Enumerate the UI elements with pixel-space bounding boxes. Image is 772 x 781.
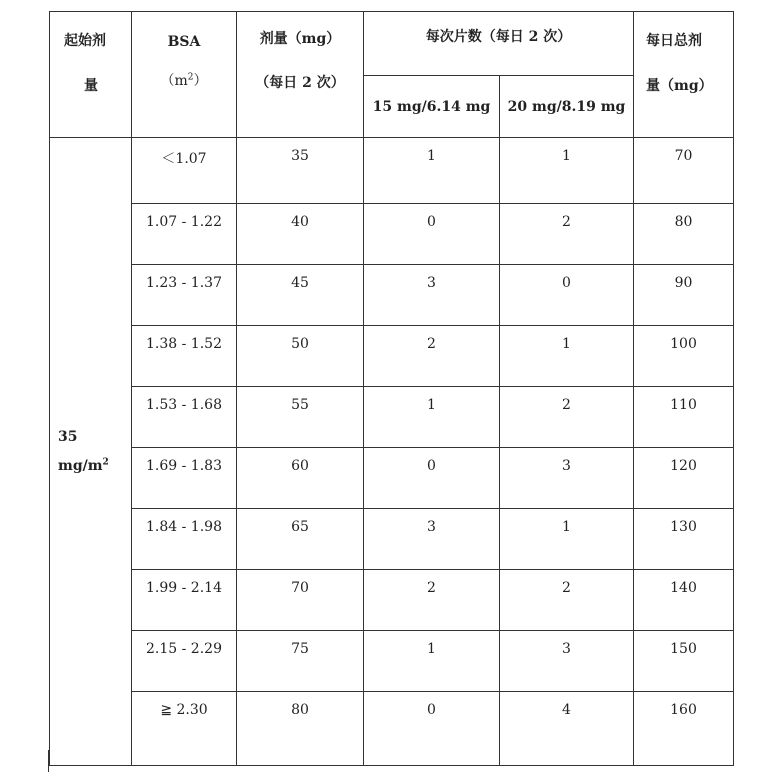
tablets-15-cell: 1 <box>364 631 500 692</box>
table-row <box>50 509 734 570</box>
table-row <box>50 138 734 204</box>
bsa-cell: 1.23 - 1.37 <box>132 265 237 326</box>
total-cell: 140 <box>634 570 734 631</box>
table-row <box>50 326 734 387</box>
tablets-15-cell: 3 <box>364 509 500 570</box>
tablets-15-cell: 0 <box>364 204 500 265</box>
header-dose-line1: 剂量（mg） <box>259 31 341 47</box>
tablets-20-cell: 2 <box>500 570 634 631</box>
bsa-cell: 1.69 - 1.83 <box>132 448 237 509</box>
dose-cell: 50 <box>237 326 364 387</box>
header-bsa <box>132 12 237 138</box>
bsa-cell: ≧ 2.30 <box>132 692 237 766</box>
dose-cell: 60 <box>237 448 364 509</box>
total-cell: 80 <box>634 204 734 265</box>
bsa-cell: 1.53 - 1.68 <box>132 387 237 448</box>
tablets-20-cell: 2 <box>500 387 634 448</box>
header-total <box>634 12 734 138</box>
dosing-table <box>49 11 734 766</box>
tablets-20-cell: 3 <box>500 448 634 509</box>
total-cell: 120 <box>634 448 734 509</box>
header-start-dose-line2: 量 <box>84 78 98 94</box>
tablets-15-cell: 2 <box>364 326 500 387</box>
dose-cell: 65 <box>237 509 364 570</box>
bsa-cell: 1.84 - 1.98 <box>132 509 237 570</box>
tablets-20-cell: 1 <box>500 138 634 204</box>
dose-cell: 75 <box>237 631 364 692</box>
bsa-cell: 1.38 - 1.52 <box>132 326 237 387</box>
dose-cell: 80 <box>237 692 364 766</box>
total-cell: 160 <box>634 692 734 766</box>
tablets-20-cell: 2 <box>500 204 634 265</box>
total-cell: 130 <box>634 509 734 570</box>
table-row <box>50 692 734 766</box>
bsa-cell: 1.07 - 1.22 <box>132 204 237 265</box>
tablets-15-cell: 0 <box>364 448 500 509</box>
tablets-20-cell: 4 <box>500 692 634 766</box>
total-cell: 150 <box>634 631 734 692</box>
start-dose-value: 35 <box>58 429 78 446</box>
tablets-20-cell: 0 <box>500 265 634 326</box>
tablets-15-cell: 1 <box>364 387 500 448</box>
table-row <box>50 631 734 692</box>
tablets-15-cell: 0 <box>364 692 500 766</box>
tablets-20-cell: 1 <box>500 509 634 570</box>
header-start-dose <box>50 12 132 138</box>
header-start-dose-line1: 起始剂 <box>64 33 106 49</box>
left-edge-fragment <box>48 750 49 772</box>
header-total-line1: 每日总剂 <box>646 33 702 49</box>
header-total-line2: 量（mg） <box>646 78 713 94</box>
table-row <box>50 387 734 448</box>
tablets-15-cell: 1 <box>364 138 500 204</box>
total-cell: 70 <box>634 138 734 204</box>
total-cell: 90 <box>634 265 734 326</box>
header-row-1 <box>50 12 734 76</box>
dose-cell: 40 <box>237 204 364 265</box>
header-tablets: 每次片数（每日 2 次） <box>364 12 634 76</box>
dose-cell: 55 <box>237 387 364 448</box>
dose-cell: 45 <box>237 265 364 326</box>
dose-cell: 35 <box>237 138 364 204</box>
header-tab-15: 15 mg/6.14 mg <box>364 76 500 138</box>
dose-cell: 70 <box>237 570 364 631</box>
tablets-15-cell: 3 <box>364 265 500 326</box>
start-dose-unit: $mg/m^2$ <box>58 457 109 474</box>
tablets-15-cell: 2 <box>364 570 500 631</box>
bsa-cell: 2.15 - 2.29 <box>132 631 237 692</box>
table-row <box>50 204 734 265</box>
bsa-cell: ＜1.07 <box>132 138 237 204</box>
table-row <box>50 570 734 631</box>
header-bsa-line1: BSA <box>167 34 201 50</box>
total-cell: 100 <box>634 326 734 387</box>
bsa-cell: 1.99 - 2.14 <box>132 570 237 631</box>
tablets-20-cell: 3 <box>500 631 634 692</box>
tablets-20-cell: 1 <box>500 326 634 387</box>
header-tab-20: 20 mg/8.19 mg <box>500 76 634 138</box>
table-row <box>50 265 734 326</box>
start-dose-cell <box>50 138 132 766</box>
header-bsa-line2: $(m^2)$ <box>160 72 208 89</box>
total-cell: 110 <box>634 387 734 448</box>
header-dose-line2: （每日 2 次） <box>255 75 345 91</box>
header-dose <box>237 12 364 138</box>
table-row <box>50 448 734 509</box>
